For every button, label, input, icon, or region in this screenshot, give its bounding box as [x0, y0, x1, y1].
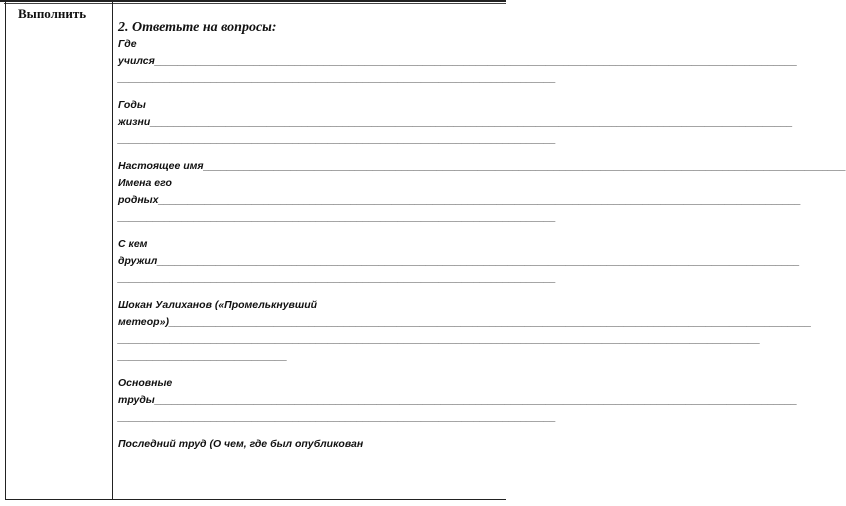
spacer [118, 148, 506, 158]
table-left-border [5, 0, 6, 500]
answer-continuation-line[interactable] [118, 209, 556, 226]
question-where-studied-answer-line[interactable] [118, 53, 798, 70]
spacer [118, 365, 506, 375]
answer-underline: ___________________________________________________________________________ [118, 133, 556, 145]
table-bottom-border [5, 499, 506, 500]
spacer [118, 426, 506, 436]
answer-continuation-line[interactable] [118, 270, 556, 287]
answer-continuation-line[interactable] [118, 70, 556, 87]
answer-continuation-line[interactable] [118, 409, 556, 426]
question-years-answer-line[interactable] [118, 114, 793, 131]
answer-underline: ______________________________________________________________________________________________________________ [154, 55, 798, 67]
answer-underline: ___________________________________________________________________________ [118, 72, 556, 84]
question-realname-label: Настоящее имя [118, 160, 204, 172]
table-top-border-inner [4, 3, 506, 4]
answer-continuation-line[interactable] [118, 131, 556, 148]
question-friends-line1: С кем [118, 238, 148, 250]
answer-underline: ______________________________________________________________________________________________________________ [154, 394, 798, 406]
question-years-label: жизни [118, 116, 151, 128]
answer-underline: _____________________________ [118, 350, 288, 362]
spacer [118, 287, 506, 297]
question-relatives-label: родных [118, 194, 159, 206]
question-where-studied-label: учился [118, 55, 155, 67]
question-works-answer-line[interactable] [118, 392, 798, 409]
question-relatives-answer-line[interactable] [118, 192, 801, 209]
answer-underline: ___________________________________________________________________________ [118, 411, 556, 423]
table-column-divider [112, 0, 113, 500]
question-relatives-line1: Имена его [118, 177, 172, 189]
question-valikhanov-answer-line[interactable] [118, 314, 812, 331]
question-valikhanov-line1: Шокан Уалиханов («Промелькнувший [118, 299, 318, 311]
question-friends-label: дружил [118, 255, 158, 267]
answer-underline: ______________________________________________________________________________________________________________ [157, 255, 800, 267]
spacer [118, 226, 506, 236]
answer-underline: ___________________________________________________________________________ [118, 211, 556, 223]
question-last-work: Последний труд (О чем, где был опубликован [118, 438, 364, 450]
question-years-line1: Годы [118, 99, 146, 111]
answer-continuation-line[interactable] [118, 331, 761, 348]
answer-underline: ______________________________________________________________________________________________________________ [168, 316, 812, 328]
question-works-line1: Основные [118, 377, 173, 389]
answer-underline: ______________________________________________________________________________________________________________ [118, 333, 761, 345]
spacer [118, 87, 506, 97]
answer-underline: ___________________________________________________________________________ [118, 272, 556, 284]
answer-continuation-line[interactable] [118, 348, 506, 365]
table-top-border [0, 0, 506, 2]
answer-underline: ______________________________________________________________________________________________________________ [203, 160, 846, 172]
question-where-studied-line1: Где [118, 38, 137, 50]
question-realname-answer-line[interactable] [118, 158, 846, 175]
answer-underline: ______________________________________________________________________________________________________________ [150, 116, 793, 128]
question-works-label: труды [118, 394, 155, 406]
question-friends-answer-line[interactable] [118, 253, 800, 270]
answer-underline: ______________________________________________________________________________________________________________ [158, 194, 801, 206]
row-label: Выполнить [18, 6, 87, 21]
question-valikhanov-label: метеор») [118, 316, 169, 328]
task-content [118, 19, 846, 453]
task-heading: 2. Ответьте на вопросы: [118, 20, 277, 35]
